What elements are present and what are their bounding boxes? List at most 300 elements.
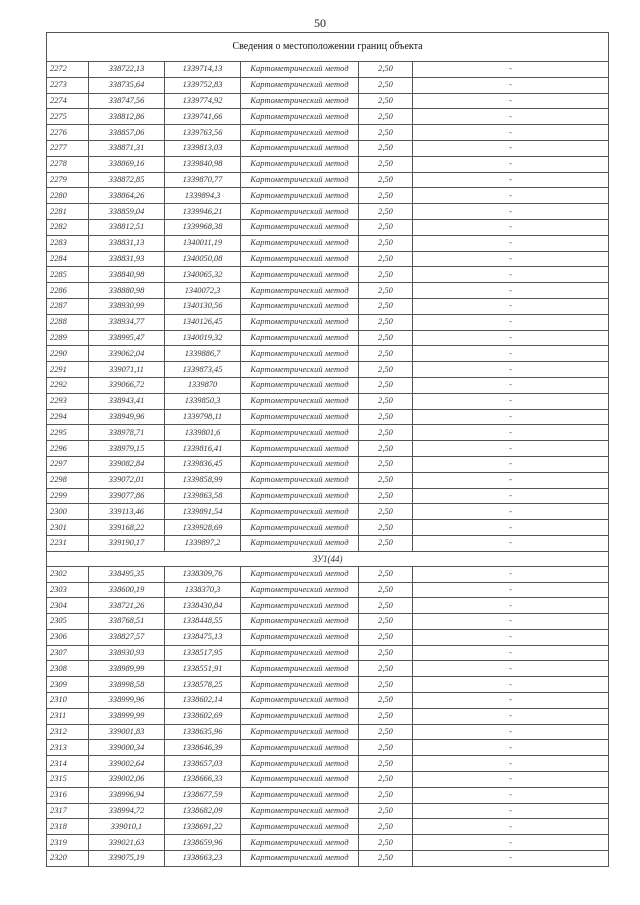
x-coordinate-cell: 338827,57: [89, 629, 165, 645]
method-cell: Картометрический метод: [241, 520, 359, 536]
table-row: [47, 267, 609, 283]
x-coordinate-cell: 338747,56: [89, 93, 165, 109]
x-coordinate-cell: 338768,51: [89, 614, 165, 630]
method-cell: Картометрический метод: [241, 93, 359, 109]
method-cell: Картометрический метод: [241, 488, 359, 504]
point-number-cell: 2319: [47, 835, 89, 851]
y-coordinate-cell: 1338646,39: [165, 740, 241, 756]
point-number-cell: 2280: [47, 188, 89, 204]
y-coordinate-cell: 1339858,99: [165, 472, 241, 488]
x-coordinate-cell: 338995,47: [89, 330, 165, 346]
precision-cell: 2,50: [359, 156, 413, 172]
y-coordinate-cell: 1338657,03: [165, 756, 241, 772]
table-row: [47, 235, 609, 251]
description-cell: -: [413, 787, 609, 803]
method-cell: Картометрический метод: [241, 156, 359, 172]
x-coordinate-cell: 339168,22: [89, 520, 165, 536]
precision-cell: 2,50: [359, 219, 413, 235]
y-coordinate-cell: 1338475,13: [165, 629, 241, 645]
precision-cell: 2,50: [359, 125, 413, 141]
y-coordinate-cell: 1339863,58: [165, 488, 241, 504]
y-coordinate-cell: 1339816,41: [165, 441, 241, 457]
y-coordinate-cell: 1339714,13: [165, 62, 241, 78]
page-number: 50: [314, 16, 326, 30]
precision-cell: 2,50: [359, 677, 413, 693]
table-row: [47, 566, 609, 582]
table-row: [47, 835, 609, 851]
precision-cell: 2,50: [359, 346, 413, 362]
method-cell: Картометрический метод: [241, 566, 359, 582]
precision-cell: 2,50: [359, 661, 413, 677]
description-cell: -: [413, 298, 609, 314]
table-row: [47, 172, 609, 188]
x-coordinate-cell: 339077,86: [89, 488, 165, 504]
y-coordinate-cell: 1340011,19: [165, 235, 241, 251]
y-coordinate-cell: 1340072,3: [165, 283, 241, 299]
point-number-cell: 2277: [47, 140, 89, 156]
method-cell: Картометрический метод: [241, 740, 359, 756]
method-cell: Картометрический метод: [241, 425, 359, 441]
description-cell: -: [413, 251, 609, 267]
x-coordinate-cell: 338722,13: [89, 62, 165, 78]
point-number-cell: 2305: [47, 614, 89, 630]
y-coordinate-cell: 1338602,69: [165, 708, 241, 724]
description-cell: -: [413, 156, 609, 172]
description-cell: -: [413, 724, 609, 740]
table-title-row: [47, 33, 609, 62]
point-number-cell: 2231: [47, 535, 89, 551]
x-coordinate-cell: 339075,19: [89, 851, 165, 867]
precision-cell: 2,50: [359, 772, 413, 788]
method-cell: Картометрический метод: [241, 645, 359, 661]
point-number-cell: 2301: [47, 520, 89, 536]
y-coordinate-cell: 1340050,08: [165, 251, 241, 267]
description-cell: -: [413, 535, 609, 551]
method-cell: Картометрический метод: [241, 819, 359, 835]
x-coordinate-cell: 338949,96: [89, 409, 165, 425]
description-cell: -: [413, 219, 609, 235]
y-coordinate-cell: 1338663,23: [165, 851, 241, 867]
table-row: [47, 772, 609, 788]
y-coordinate-cell: 1340126,45: [165, 314, 241, 330]
method-cell: Картометрический метод: [241, 851, 359, 867]
table-row: [47, 362, 609, 378]
y-coordinate-cell: 1339836,45: [165, 456, 241, 472]
y-coordinate-cell: 1338309,76: [165, 566, 241, 582]
y-coordinate-cell: 1338682,09: [165, 803, 241, 819]
method-cell: Картометрический метод: [241, 504, 359, 520]
description-cell: -: [413, 756, 609, 772]
description-cell: -: [413, 772, 609, 788]
description-cell: -: [413, 645, 609, 661]
description-cell: -: [413, 377, 609, 393]
precision-cell: 2,50: [359, 62, 413, 78]
table-row: [47, 677, 609, 693]
method-cell: Картометрический метод: [241, 787, 359, 803]
x-coordinate-cell: 339113,46: [89, 504, 165, 520]
precision-cell: 2,50: [359, 504, 413, 520]
method-cell: Картометрический метод: [241, 598, 359, 614]
method-cell: Картометрический метод: [241, 629, 359, 645]
precision-cell: 2,50: [359, 377, 413, 393]
table-row: [47, 598, 609, 614]
y-coordinate-cell: 1339886,7: [165, 346, 241, 362]
point-number-cell: 2276: [47, 125, 89, 141]
point-number-cell: 2296: [47, 441, 89, 457]
table-title: Сведения о местоположении границ объекта: [47, 33, 609, 62]
table-row: [47, 346, 609, 362]
x-coordinate-cell: 338871,31: [89, 140, 165, 156]
table-row: [47, 819, 609, 835]
y-coordinate-cell: 1339801,6: [165, 425, 241, 441]
x-coordinate-cell: 338934,77: [89, 314, 165, 330]
method-cell: Картометрический метод: [241, 441, 359, 457]
precision-cell: 2,50: [359, 835, 413, 851]
point-number-cell: 2297: [47, 456, 89, 472]
method-cell: Картометрический метод: [241, 708, 359, 724]
point-number-cell: 2306: [47, 629, 89, 645]
y-coordinate-cell: 1339946,21: [165, 204, 241, 220]
point-number-cell: 2314: [47, 756, 89, 772]
point-number-cell: 2295: [47, 425, 89, 441]
section-label: ЗУ1(44): [47, 551, 609, 566]
table-row: [47, 298, 609, 314]
method-cell: Картометрический метод: [241, 772, 359, 788]
precision-cell: 2,50: [359, 172, 413, 188]
precision-cell: 2,50: [359, 330, 413, 346]
x-coordinate-cell: 338735,64: [89, 77, 165, 93]
table-row: [47, 851, 609, 867]
x-coordinate-cell: 338864,26: [89, 188, 165, 204]
y-coordinate-cell: 1339850,3: [165, 393, 241, 409]
table-row: [47, 409, 609, 425]
precision-cell: 2,50: [359, 283, 413, 299]
x-coordinate-cell: 338989,99: [89, 661, 165, 677]
x-coordinate-cell: 338831,93: [89, 251, 165, 267]
x-coordinate-cell: 338998,58: [89, 677, 165, 693]
table-row: [47, 787, 609, 803]
point-number-cell: 2311: [47, 708, 89, 724]
point-number-cell: 2283: [47, 235, 89, 251]
section-header: [47, 551, 609, 566]
point-number-cell: 2294: [47, 409, 89, 425]
y-coordinate-cell: 1339798,11: [165, 409, 241, 425]
method-cell: Картометрический метод: [241, 614, 359, 630]
table-row: [47, 708, 609, 724]
point-number-cell: 2309: [47, 677, 89, 693]
x-coordinate-cell: 338880,98: [89, 283, 165, 299]
x-coordinate-cell: 339002,06: [89, 772, 165, 788]
description-cell: -: [413, 566, 609, 582]
section-row: [47, 551, 609, 566]
description-cell: -: [413, 172, 609, 188]
description-cell: -: [413, 520, 609, 536]
table-row: [47, 204, 609, 220]
description-cell: -: [413, 629, 609, 645]
table-row: [47, 251, 609, 267]
description-cell: -: [413, 204, 609, 220]
point-number-cell: 2304: [47, 598, 89, 614]
precision-cell: 2,50: [359, 314, 413, 330]
point-number-cell: 2275: [47, 109, 89, 125]
x-coordinate-cell: 339066,72: [89, 377, 165, 393]
precision-cell: 2,50: [359, 188, 413, 204]
table-row: [47, 62, 609, 78]
table-row: [47, 629, 609, 645]
point-number-cell: 2278: [47, 156, 89, 172]
x-coordinate-cell: 338999,99: [89, 708, 165, 724]
point-number-cell: 2281: [47, 204, 89, 220]
description-cell: -: [413, 740, 609, 756]
description-cell: -: [413, 140, 609, 156]
precision-cell: 2,50: [359, 251, 413, 267]
point-number-cell: 2284: [47, 251, 89, 267]
description-cell: -: [413, 851, 609, 867]
y-coordinate-cell: 1339897,2: [165, 535, 241, 551]
table-row: [47, 472, 609, 488]
method-cell: Картометрический метод: [241, 330, 359, 346]
point-number-cell: 2291: [47, 362, 89, 378]
precision-cell: 2,50: [359, 472, 413, 488]
description-cell: -: [413, 93, 609, 109]
precision-cell: 2,50: [359, 629, 413, 645]
precision-cell: 2,50: [359, 614, 413, 630]
description-cell: -: [413, 314, 609, 330]
precision-cell: 2,50: [359, 204, 413, 220]
description-cell: -: [413, 409, 609, 425]
table-row: [47, 330, 609, 346]
method-cell: Картометрический метод: [241, 409, 359, 425]
y-coordinate-cell: 1339763,56: [165, 125, 241, 141]
point-number-cell: 2315: [47, 772, 89, 788]
description-cell: -: [413, 393, 609, 409]
description-cell: -: [413, 425, 609, 441]
precision-cell: 2,50: [359, 441, 413, 457]
method-cell: Картометрический метод: [241, 661, 359, 677]
description-cell: -: [413, 283, 609, 299]
point-number-cell: 2279: [47, 172, 89, 188]
description-cell: -: [413, 77, 609, 93]
method-cell: Картометрический метод: [241, 314, 359, 330]
table-row: [47, 441, 609, 457]
table-row: [47, 740, 609, 756]
method-cell: Картометрический метод: [241, 472, 359, 488]
point-number-cell: 2274: [47, 93, 89, 109]
point-number-cell: 2288: [47, 314, 89, 330]
x-coordinate-cell: 338872,85: [89, 172, 165, 188]
description-cell: -: [413, 267, 609, 283]
description-cell: -: [413, 188, 609, 204]
precision-cell: 2,50: [359, 362, 413, 378]
description-cell: -: [413, 488, 609, 504]
y-coordinate-cell: 1338578,25: [165, 677, 241, 693]
method-cell: Картометрический метод: [241, 62, 359, 78]
point-number-cell: 2293: [47, 393, 89, 409]
x-coordinate-cell: 339062,04: [89, 346, 165, 362]
point-number-cell: 2285: [47, 267, 89, 283]
x-coordinate-cell: 339082,84: [89, 456, 165, 472]
y-coordinate-cell: 1339840,98: [165, 156, 241, 172]
precision-cell: 2,50: [359, 819, 413, 835]
method-cell: Картометрический метод: [241, 756, 359, 772]
x-coordinate-cell: 338812,51: [89, 219, 165, 235]
precision-cell: 2,50: [359, 582, 413, 598]
y-coordinate-cell: 1339774,92: [165, 93, 241, 109]
description-cell: -: [413, 661, 609, 677]
point-number-cell: 2320: [47, 851, 89, 867]
precision-cell: 2,50: [359, 566, 413, 582]
point-number-cell: 2307: [47, 645, 89, 661]
x-coordinate-cell: 338721,26: [89, 598, 165, 614]
y-coordinate-cell: 1338551,91: [165, 661, 241, 677]
point-number-cell: 2302: [47, 566, 89, 582]
table-row: [47, 93, 609, 109]
table-row: [47, 535, 609, 551]
x-coordinate-cell: 338869,16: [89, 156, 165, 172]
y-coordinate-cell: 1338517,95: [165, 645, 241, 661]
table-row: [47, 520, 609, 536]
y-coordinate-cell: 1338677,59: [165, 787, 241, 803]
description-cell: -: [413, 598, 609, 614]
point-number-cell: 2289: [47, 330, 89, 346]
table-row: [47, 377, 609, 393]
method-cell: Картометрический метод: [241, 535, 359, 551]
description-cell: -: [413, 441, 609, 457]
description-cell: -: [413, 582, 609, 598]
precision-cell: 2,50: [359, 740, 413, 756]
description-cell: -: [413, 62, 609, 78]
precision-cell: 2,50: [359, 535, 413, 551]
method-cell: Картометрический метод: [241, 283, 359, 299]
table-row: [47, 645, 609, 661]
coordinates-sheet: [46, 32, 608, 867]
precision-cell: 2,50: [359, 109, 413, 125]
description-cell: -: [413, 472, 609, 488]
description-cell: -: [413, 614, 609, 630]
method-cell: Картометрический метод: [241, 362, 359, 378]
x-coordinate-cell: 338812,86: [89, 109, 165, 125]
x-coordinate-cell: 339021,63: [89, 835, 165, 851]
x-coordinate-cell: 338978,71: [89, 425, 165, 441]
method-cell: Картометрический метод: [241, 346, 359, 362]
y-coordinate-cell: 1339891,54: [165, 504, 241, 520]
x-coordinate-cell: 338600,19: [89, 582, 165, 598]
description-cell: -: [413, 504, 609, 520]
description-cell: -: [413, 456, 609, 472]
precision-cell: 2,50: [359, 724, 413, 740]
method-cell: Картометрический метод: [241, 235, 359, 251]
x-coordinate-cell: 338495,35: [89, 566, 165, 582]
x-coordinate-cell: 338930,93: [89, 645, 165, 661]
y-coordinate-cell: 1339870,77: [165, 172, 241, 188]
table-row: [47, 283, 609, 299]
description-cell: -: [413, 835, 609, 851]
x-coordinate-cell: 338930,99: [89, 298, 165, 314]
precision-cell: 2,50: [359, 140, 413, 156]
y-coordinate-cell: 1340130,56: [165, 298, 241, 314]
y-coordinate-cell: 1340019,32: [165, 330, 241, 346]
table-row: [47, 125, 609, 141]
y-coordinate-cell: 1338602,14: [165, 693, 241, 709]
description-cell: -: [413, 708, 609, 724]
table-row: [47, 109, 609, 125]
x-coordinate-cell: 339002,64: [89, 756, 165, 772]
y-coordinate-cell: 1339741,66: [165, 109, 241, 125]
precision-cell: 2,50: [359, 787, 413, 803]
method-cell: Картометрический метод: [241, 219, 359, 235]
description-cell: -: [413, 109, 609, 125]
precision-cell: 2,50: [359, 409, 413, 425]
y-coordinate-cell: 1339928,69: [165, 520, 241, 536]
table-row: [47, 661, 609, 677]
precision-cell: 2,50: [359, 235, 413, 251]
description-cell: -: [413, 677, 609, 693]
y-coordinate-cell: 1338691,22: [165, 819, 241, 835]
precision-cell: 2,50: [359, 298, 413, 314]
method-cell: Картометрический метод: [241, 267, 359, 283]
method-cell: Картометрический метод: [241, 803, 359, 819]
x-coordinate-cell: 339000,34: [89, 740, 165, 756]
y-coordinate-cell: 1339813,03: [165, 140, 241, 156]
table-row: [47, 614, 609, 630]
point-number-cell: 2318: [47, 819, 89, 835]
point-number-cell: 2313: [47, 740, 89, 756]
table-row: [47, 456, 609, 472]
point-number-cell: 2316: [47, 787, 89, 803]
method-cell: Картометрический метод: [241, 204, 359, 220]
x-coordinate-cell: 338831,13: [89, 235, 165, 251]
description-cell: -: [413, 362, 609, 378]
table-row: [47, 724, 609, 740]
precision-cell: 2,50: [359, 851, 413, 867]
point-number-cell: 2273: [47, 77, 89, 93]
point-number-cell: 2303: [47, 582, 89, 598]
y-coordinate-cell: 1339873,45: [165, 362, 241, 378]
description-cell: -: [413, 693, 609, 709]
description-cell: -: [413, 803, 609, 819]
method-cell: Картометрический метод: [241, 140, 359, 156]
table-row: [47, 77, 609, 93]
table-row: [47, 425, 609, 441]
table-row: [47, 488, 609, 504]
x-coordinate-cell: 338994,72: [89, 803, 165, 819]
x-coordinate-cell: 338943,41: [89, 393, 165, 409]
table-row: [47, 803, 609, 819]
table-body-second: [47, 566, 609, 866]
precision-cell: 2,50: [359, 456, 413, 472]
description-cell: -: [413, 346, 609, 362]
y-coordinate-cell: 1338659,96: [165, 835, 241, 851]
y-coordinate-cell: 1338635,96: [165, 724, 241, 740]
point-number-cell: 2282: [47, 219, 89, 235]
y-coordinate-cell: 1338448,55: [165, 614, 241, 630]
precision-cell: 2,50: [359, 803, 413, 819]
method-cell: Картометрический метод: [241, 456, 359, 472]
method-cell: Картометрический метод: [241, 582, 359, 598]
point-number-cell: 2300: [47, 504, 89, 520]
precision-cell: 2,50: [359, 598, 413, 614]
method-cell: Картометрический метод: [241, 693, 359, 709]
description-cell: -: [413, 125, 609, 141]
point-number-cell: 2290: [47, 346, 89, 362]
precision-cell: 2,50: [359, 93, 413, 109]
description-cell: -: [413, 330, 609, 346]
y-coordinate-cell: 1339870: [165, 377, 241, 393]
precision-cell: 2,50: [359, 693, 413, 709]
table-row: [47, 582, 609, 598]
y-coordinate-cell: 1339752,83: [165, 77, 241, 93]
method-cell: Картометрический метод: [241, 125, 359, 141]
